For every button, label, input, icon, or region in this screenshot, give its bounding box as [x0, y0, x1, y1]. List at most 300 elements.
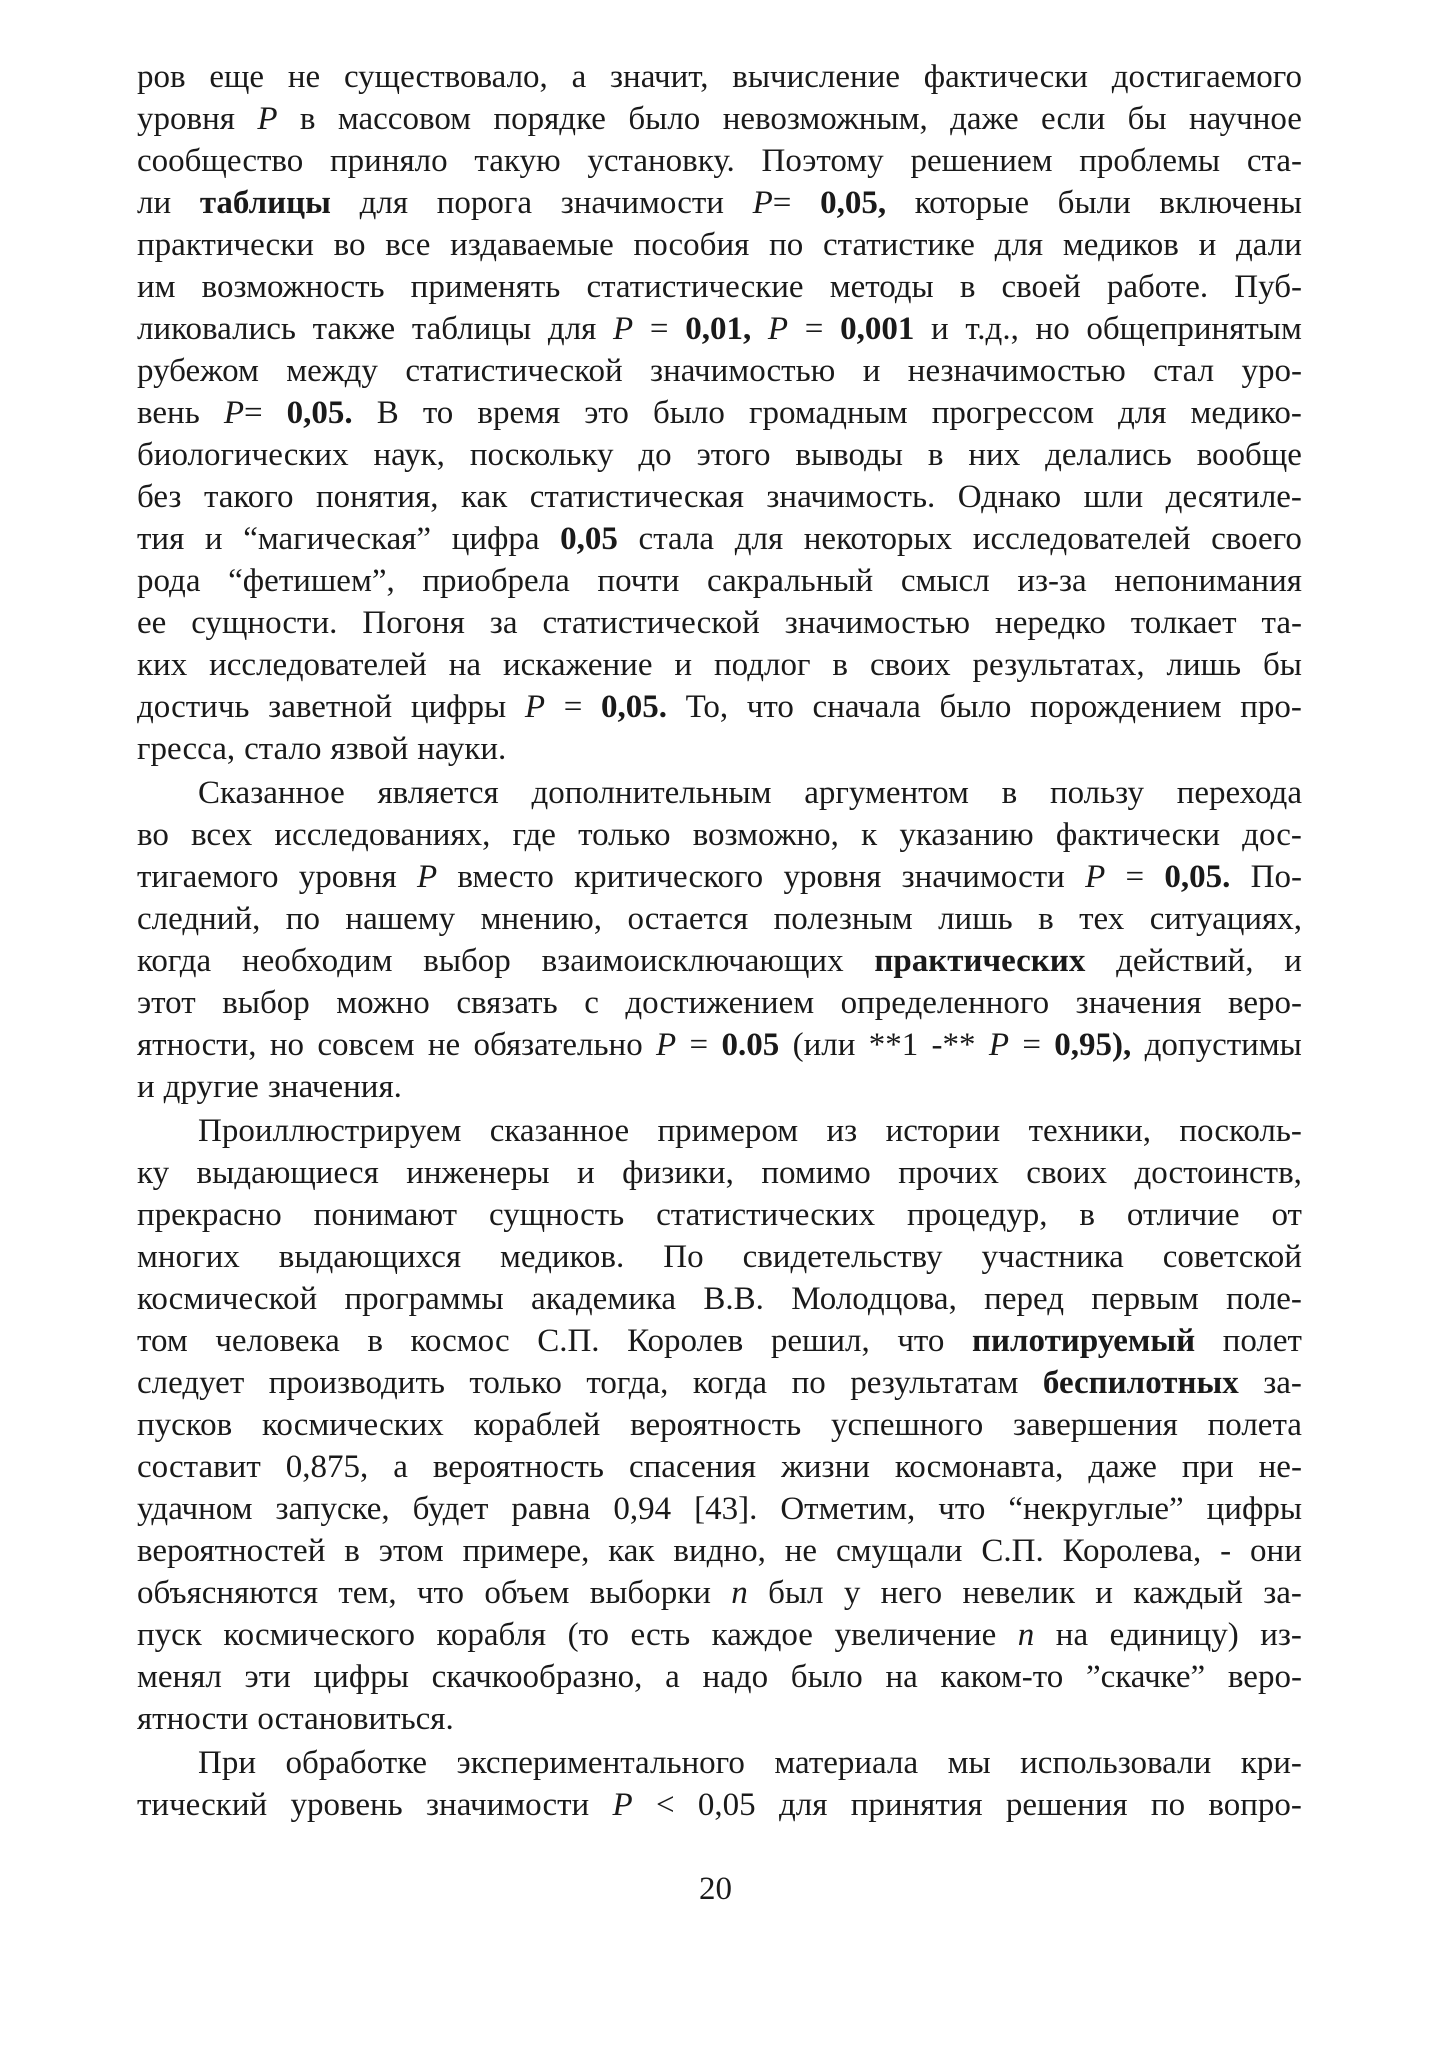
page-number: 20: [699, 1871, 732, 1907]
word: уровень: [290, 1787, 403, 1823]
word: установку.: [587, 143, 735, 179]
word: ситуациях,: [1149, 901, 1302, 937]
word: поскольку: [469, 437, 614, 473]
word: использовали: [1020, 1745, 1212, 1781]
word: между: [286, 353, 378, 389]
word: и: [862, 353, 881, 389]
word: было: [939, 689, 1012, 725]
word: и: [204, 521, 223, 557]
word: скачкообразно,: [431, 1659, 643, 1695]
word: спасения: [628, 1449, 757, 1485]
word: уро-: [1241, 353, 1302, 389]
word: порога: [436, 185, 533, 221]
word: 0,95),: [1054, 1027, 1132, 1063]
word: =: [1125, 859, 1145, 895]
text-line: [137, 1698, 1302, 1740]
word: сущность: [488, 1197, 625, 1233]
word: То,: [685, 689, 729, 725]
word: полета: [1207, 1407, 1302, 1443]
word: пилотируемый: [971, 1323, 1196, 1359]
word: действий,: [1116, 943, 1254, 979]
word: “магическая”: [243, 521, 432, 557]
word: космических: [262, 1407, 444, 1443]
word: из: [826, 1113, 858, 1149]
word: исследователей: [209, 647, 427, 683]
word: цифра: [451, 521, 540, 557]
text-line: [137, 814, 1302, 856]
paragraph: [137, 1110, 1302, 1740]
word: ста-: [1246, 143, 1302, 179]
word: фактически: [1055, 817, 1220, 853]
word: в: [367, 1323, 383, 1359]
word: порождением: [1030, 689, 1222, 725]
word: <: [655, 1787, 675, 1823]
word: -: [1220, 1533, 1232, 1569]
word: статистических: [656, 1197, 876, 1233]
word: дос-: [1242, 817, 1302, 853]
word: для: [359, 185, 409, 221]
text-line: [137, 982, 1302, 1024]
text-line: [137, 308, 1302, 350]
word: 0,05,: [820, 185, 887, 221]
word: 0,875,: [285, 1449, 369, 1485]
word: стал: [1153, 353, 1215, 389]
word: из-: [1260, 1617, 1302, 1653]
word: незначимостью: [907, 353, 1126, 389]
word: обработке: [285, 1745, 428, 1781]
word: В: [376, 395, 399, 431]
word: тогда,: [586, 1365, 669, 1401]
word: определенного: [840, 985, 1050, 1021]
word: выдающиеся: [196, 1155, 379, 1191]
word: =: [1022, 1027, 1041, 1063]
word: не: [784, 1533, 818, 1569]
word: уровня: [298, 859, 397, 895]
word: космонавта,: [894, 1449, 1064, 1485]
word: от: [1271, 1197, 1302, 1233]
text-line: [137, 392, 1302, 434]
word: таблицы: [199, 185, 331, 221]
word: было: [628, 101, 701, 137]
word: приобрела: [422, 563, 570, 599]
word: вероятность: [432, 1449, 604, 1485]
word: материала: [774, 1745, 919, 1781]
word: программы: [344, 1281, 504, 1317]
word: процедур,: [906, 1197, 1048, 1233]
word: 0,01,: [685, 311, 752, 347]
word: где: [512, 817, 556, 853]
word: результатах,: [972, 647, 1145, 683]
word: следний,: [137, 901, 261, 937]
word: **1: [868, 1027, 919, 1063]
word: и: [137, 1069, 155, 1105]
word: почти: [597, 563, 680, 599]
word: (то: [567, 1617, 610, 1653]
word: практически: [137, 227, 314, 263]
word: выдающихся: [278, 1239, 462, 1275]
word: этот: [137, 985, 196, 1021]
word: значения.: [267, 1069, 402, 1105]
word: Р=: [752, 185, 792, 221]
word: у: [843, 1575, 861, 1611]
text-line: [137, 1278, 1302, 1320]
word: сообщество: [137, 143, 304, 179]
text-line: [137, 1152, 1302, 1194]
word: также: [312, 311, 396, 347]
text-line: [137, 518, 1302, 560]
word: дали: [1236, 227, 1302, 263]
word: техники,: [1028, 1113, 1151, 1149]
word: значимости: [560, 185, 724, 221]
text-line: [137, 1024, 1302, 1066]
paragraph: [137, 1742, 1302, 1826]
word: лишь: [1166, 647, 1242, 683]
word: кораблей: [473, 1407, 601, 1443]
word: сначала: [812, 689, 921, 725]
word: всех: [191, 817, 253, 853]
word: для: [994, 227, 1044, 263]
word: =: [649, 311, 669, 347]
word: тия: [137, 521, 185, 557]
word: первым: [1091, 1281, 1199, 1317]
word: беспилотных: [1042, 1365, 1239, 1401]
word: тех: [1079, 901, 1125, 937]
word: еще: [209, 59, 265, 95]
text-line: [137, 182, 1302, 224]
word: n: [731, 1575, 748, 1611]
word: вместо: [457, 859, 554, 895]
word: тем,: [338, 1575, 397, 1611]
word: бы: [1127, 101, 1167, 137]
word: значения: [1075, 985, 1202, 1021]
word: посколь-: [1179, 1113, 1302, 1149]
word: P: [257, 101, 278, 137]
word: “фетишем”,: [228, 563, 395, 599]
word: своих: [1026, 1155, 1107, 1191]
word: корабля: [436, 1617, 547, 1653]
word: в: [344, 1533, 360, 1569]
word: выбор: [222, 985, 310, 1021]
word: 0,94: [613, 1491, 672, 1527]
word: эти: [244, 1659, 291, 1695]
word: ку: [137, 1155, 170, 1191]
word: вень: [137, 395, 200, 431]
word: рубежом: [137, 353, 259, 389]
word: космической: [137, 1281, 318, 1317]
word: язвой: [330, 731, 409, 767]
word: мы: [947, 1745, 991, 1781]
word: для: [547, 311, 597, 347]
word: применять: [410, 269, 561, 305]
text-line: [137, 56, 1302, 98]
word: невелик: [962, 1575, 1075, 1611]
word: человека: [215, 1323, 340, 1359]
word: то: [422, 395, 454, 431]
word: “некруглые”: [1008, 1491, 1184, 1527]
word: каждый: [1133, 1575, 1243, 1611]
word: проблемы: [1079, 143, 1221, 179]
word: статистическая: [529, 479, 744, 515]
word: по: [791, 1365, 826, 1401]
word: было: [790, 1659, 863, 1695]
word: тический: [137, 1787, 268, 1823]
word: менял: [137, 1659, 222, 1695]
text-line: [137, 1110, 1302, 1152]
word: цифры: [313, 1659, 409, 1695]
word: без: [137, 479, 182, 515]
text-line: [137, 1066, 1302, 1108]
word: работе.: [1106, 269, 1209, 305]
word: 0,05.: [286, 395, 353, 431]
word: Однако: [957, 479, 1062, 515]
word: статистике: [822, 227, 975, 263]
word: своей: [1001, 269, 1081, 305]
word: по: [769, 227, 804, 263]
text-line: [137, 434, 1302, 476]
word: уровня: [783, 859, 882, 895]
word: этого: [696, 437, 771, 473]
word: в: [959, 269, 976, 305]
text-line: [137, 1404, 1302, 1446]
word: что: [897, 1323, 945, 1359]
word: общепринятым: [1086, 311, 1302, 347]
text-line: [137, 224, 1302, 266]
word: веро-: [1227, 1659, 1302, 1695]
word: есть: [630, 1617, 691, 1653]
word: =: [563, 689, 583, 725]
word: необходим: [241, 943, 393, 979]
text-line: [137, 898, 1302, 940]
word: 0,05.: [1164, 859, 1231, 895]
word: когда: [692, 1365, 768, 1401]
word: непонимания: [1114, 563, 1302, 599]
word: своих: [869, 647, 951, 683]
word: Р=: [223, 395, 263, 431]
word: Проиллюстрируем: [198, 1113, 462, 1149]
word: каком-то: [940, 1659, 1064, 1695]
text-line: [137, 476, 1302, 518]
word: к: [861, 817, 878, 853]
word: массовом: [337, 101, 472, 137]
word: были: [1057, 185, 1131, 221]
word: значимости: [426, 1787, 590, 1823]
word: P: [988, 1027, 1010, 1063]
word: вообще: [1196, 437, 1302, 473]
text-line: [137, 602, 1302, 644]
word: существовало,: [343, 59, 548, 95]
word: понятия,: [316, 479, 439, 515]
word: лишь: [938, 901, 1013, 937]
word: решением: [910, 143, 1053, 179]
word: равна: [511, 1491, 591, 1527]
word: будет: [412, 1491, 489, 1527]
word: кри-: [1240, 1745, 1302, 1781]
word: это: [584, 395, 629, 431]
text-line: [137, 728, 1302, 770]
word: цифры: [410, 689, 507, 725]
word: прекрасно: [137, 1197, 282, 1233]
word: не-: [1258, 1449, 1302, 1485]
text-line: [137, 686, 1302, 728]
word: прогрессом: [931, 395, 1094, 431]
word: такую: [474, 143, 561, 179]
word: По: [663, 1239, 704, 1275]
text-line: [137, 1320, 1302, 1362]
page-text: [137, 56, 1302, 1826]
word: практических: [874, 943, 1086, 979]
word: является: [377, 775, 499, 811]
word: полет: [1222, 1323, 1302, 1359]
word: него: [880, 1575, 943, 1611]
word: физики,: [622, 1155, 734, 1191]
word: статистические: [586, 269, 804, 305]
word: совсем: [317, 1027, 415, 1063]
word: (или: [792, 1027, 856, 1063]
word: взаимоисключающих: [541, 943, 844, 979]
word: следует: [137, 1365, 245, 1401]
word: остается: [627, 901, 749, 937]
word: подлог: [713, 647, 811, 683]
word: до: [638, 437, 672, 473]
word: =: [804, 311, 824, 347]
word: участника: [981, 1239, 1124, 1275]
word: Пуб-: [1234, 269, 1302, 305]
word: как: [461, 479, 508, 515]
word: методы: [829, 269, 934, 305]
text-line: [137, 1530, 1302, 1572]
text-line: [137, 940, 1302, 982]
word: 0,05: [560, 521, 618, 557]
word: т.д.,: [965, 311, 1019, 347]
word: другие: [163, 1069, 259, 1105]
word: достигаемого: [1111, 59, 1302, 95]
word: на: [885, 1659, 918, 1695]
word: медиков: [1062, 227, 1179, 263]
word: уровня: [137, 101, 235, 137]
word: [43].: [694, 1491, 758, 1527]
word: они: [1250, 1533, 1302, 1569]
word: ров: [137, 59, 186, 95]
text-line: [137, 1194, 1302, 1236]
word: 0,001: [840, 311, 915, 347]
word: но: [1035, 311, 1070, 347]
word: а: [393, 1449, 408, 1485]
word: делались: [1045, 437, 1172, 473]
word: что: [746, 689, 794, 725]
word: P: [1085, 859, 1106, 895]
word: них: [968, 437, 1021, 473]
word: наук,: [373, 437, 445, 473]
word: при: [1181, 1449, 1234, 1485]
word: значимостью: [650, 353, 836, 389]
word: завершения: [1013, 1407, 1178, 1443]
word: и: [931, 311, 949, 347]
word: только: [578, 817, 671, 853]
word: порядке: [493, 101, 606, 137]
word: пользу: [1049, 775, 1145, 811]
word: P: [416, 859, 438, 895]
word: =: [689, 1027, 709, 1063]
word: мнению,: [480, 901, 603, 937]
word: том: [137, 1323, 188, 1359]
word: что: [938, 1491, 986, 1527]
word: биологических: [137, 437, 349, 473]
word: Сказанное: [198, 775, 345, 811]
word: своего: [1211, 521, 1302, 557]
word: статистической: [542, 605, 760, 641]
word: космического: [223, 1617, 415, 1653]
word: обязательно: [473, 1027, 643, 1063]
word: прочих: [898, 1155, 999, 1191]
word: медико-: [1190, 395, 1302, 431]
word: на: [1055, 1617, 1089, 1653]
word: сакральный: [707, 563, 874, 599]
word: надо: [702, 1659, 769, 1695]
word: статистической: [405, 353, 623, 389]
word: примером: [657, 1113, 799, 1149]
word: для: [734, 521, 784, 557]
text-line: [137, 140, 1302, 182]
word: издаваемые: [450, 227, 614, 263]
word: но: [269, 1027, 305, 1063]
word: по: [285, 901, 320, 937]
word: как: [608, 1533, 655, 1569]
word: науки.: [417, 731, 507, 767]
word: даже: [950, 101, 1019, 137]
word: возможность: [201, 269, 385, 305]
word: ликовались: [137, 311, 296, 347]
word: в: [1079, 1197, 1095, 1233]
text-line: [137, 1656, 1302, 1698]
word: за-: [1263, 1575, 1302, 1611]
word: истории: [885, 1113, 1001, 1149]
word: исследованиях,: [274, 817, 491, 853]
word: можно: [336, 985, 430, 1021]
word: на: [448, 647, 482, 683]
word: связать: [456, 985, 558, 1021]
word: P: [767, 311, 789, 347]
text-line: [137, 1446, 1302, 1488]
word: толкает: [1130, 605, 1237, 641]
word: невозможным,: [722, 101, 928, 137]
text-line: [137, 1572, 1302, 1614]
word: не: [287, 59, 321, 95]
word: когда: [137, 943, 212, 979]
word: не: [427, 1027, 461, 1063]
text-line: [137, 772, 1302, 814]
word: помимо: [761, 1155, 871, 1191]
word: та-: [1261, 605, 1302, 641]
word: P: [524, 689, 546, 725]
word: им: [137, 269, 176, 305]
word: академика: [531, 1281, 677, 1317]
word: которые: [914, 185, 1029, 221]
word: исследователей: [972, 521, 1191, 557]
word: полезным: [773, 901, 913, 937]
word: про-: [1240, 689, 1302, 725]
text-line: [137, 560, 1302, 602]
word: единицу): [1109, 1617, 1239, 1653]
word: и: [577, 1155, 595, 1191]
word: аргументом: [804, 775, 969, 811]
word: ли: [137, 185, 172, 221]
word: принятия: [850, 1787, 983, 1823]
word: значит,: [610, 59, 709, 95]
word: P: [656, 1027, 677, 1063]
word: даже: [1088, 1449, 1157, 1485]
word: свидетельству: [742, 1239, 943, 1275]
word: значимости: [901, 859, 1065, 895]
